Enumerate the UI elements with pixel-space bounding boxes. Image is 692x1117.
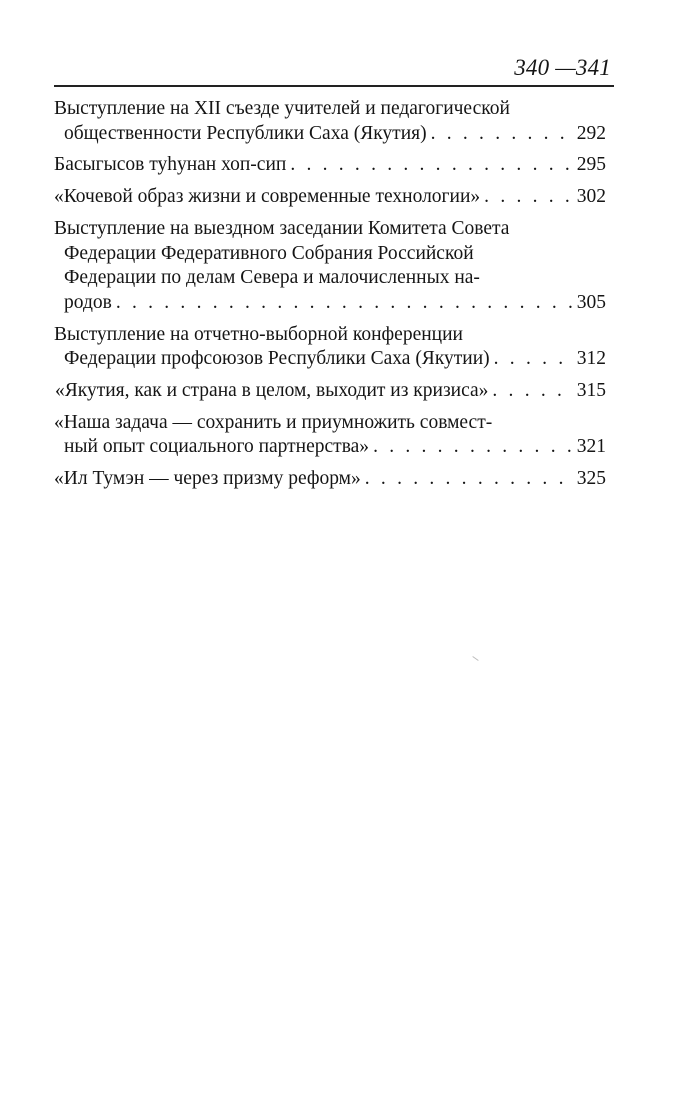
dot-leader [373,435,573,460]
toc-entry-title-line: «Якутия, как и страна в целом, выходит из кризиса» [55,380,489,402]
dot-leader [431,122,573,147]
toc-entry-title-line: Выступление на выездном заседании Комитета Совета [54,217,510,239]
dot-leader [484,185,573,210]
toc-page-number: 295 [576,154,606,176]
dot-leader [365,467,573,492]
toc-entry-title-line: Федерации Федеративного Собрания Российской [64,242,474,264]
toc-entry-title-line: общественности Республики Саха (Якутия) [64,122,427,144]
toc-entry-title-line: «Ил Тумэн — через призму реформ» [54,468,361,490]
header-rule [54,85,614,87]
toc-page-number: 305 [576,291,606,313]
toc-entry-title-line: Басыгысов туһунан хоп-сип [54,154,287,176]
toc-entry-title-line: Федерации по делам Севера и малочисленных на- [64,267,480,289]
toc-entry-title-line: родов [64,291,112,313]
toc-page-number: 315 [576,380,606,402]
toc-entry [54,153,606,178]
toc-page-number: 325 [576,468,606,490]
toc-page-number: 292 [576,122,606,144]
toc-entry [54,323,606,372]
toc-page-number: 302 [576,186,606,208]
toc-entry-title-line: Выступление на отчетно-выборной конференции [54,323,463,345]
dot-leader [116,291,573,316]
toc-entry [54,97,606,146]
toc-entry [54,185,606,210]
running-head-page-numbers: 340 —341 [514,55,611,80]
dot-leader [492,379,572,404]
toc-entry-title-line: «Кочевой образ жизни и современные технологии» [54,186,481,208]
toc-entry [54,217,606,316]
dot-leader [494,347,573,372]
toc-entry-title-line: Выступление на XII съезде учителей и педагогической [54,98,510,119]
table-of-contents [54,97,606,499]
toc-page-number: 312 [576,348,606,370]
dot-leader [290,153,572,178]
toc-entry-title-line: ный опыт социального партнерства» [64,436,370,458]
toc-entry [54,467,606,492]
toc-entry [54,411,606,460]
toc-entry-title-line: Федерации профсоюзов Республики Саха (Якутии) [64,348,490,370]
toc-entry-title-line: «Наша задача — сохранить и приумножить совмест- [54,411,493,433]
paper-speck [472,656,478,661]
toc-entry [54,379,606,404]
toc-page-number: 321 [576,436,606,458]
